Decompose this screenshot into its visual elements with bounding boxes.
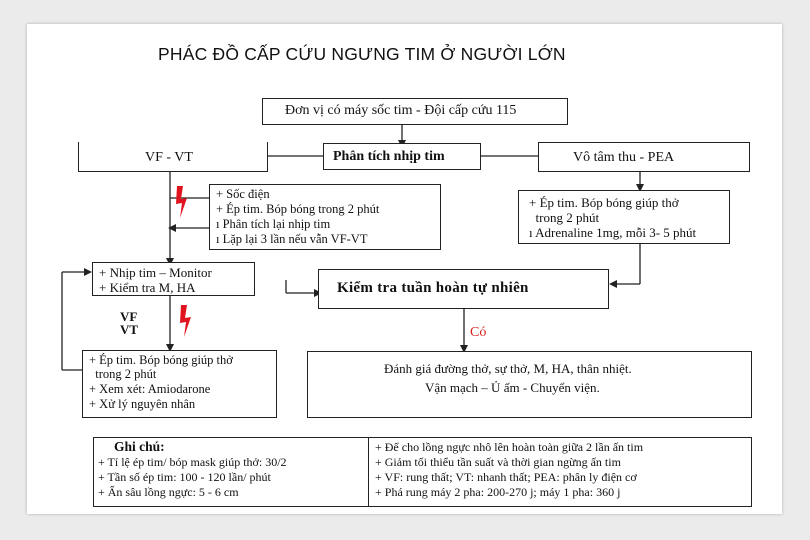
shock-line-4: ı Lặp lại 3 lần nếu vẫn VF-VT xyxy=(216,232,368,246)
page-title: PHÁC ĐỒ CẤP CỨU NGƯNG TIM Ở NGƯỜI LỚN xyxy=(158,44,566,64)
notes-title: Ghi chú: xyxy=(114,439,165,454)
evaluate-box xyxy=(307,351,752,418)
notes-right-3: + VF: rung thất; VT: nhanh thất; PEA: phân ly điện cơ xyxy=(375,470,637,484)
asystole-pea-label: Vô tâm thu - PEA xyxy=(573,150,675,165)
monitor-line-2: + Kiểm tra M, HA xyxy=(99,280,196,295)
monitor-box xyxy=(92,262,255,296)
cpr-line-3: + Xem xét: Amiodarone xyxy=(89,382,211,396)
notes-right-1: + Để cho lồng ngực nhô lên hoàn toàn giữa 2 lần ấn tim xyxy=(375,440,644,454)
shock-line-1: + Sốc điện xyxy=(216,187,270,201)
top-box-label: Đơn vị có máy sốc tim - Đội cấp cứu 115 xyxy=(285,103,517,118)
notes-left-1: + Tỉ lệ ép tim/ bóp mask giúp thở: 30/2 xyxy=(98,455,287,469)
yes-label: Có xyxy=(470,325,487,340)
notes-right-box xyxy=(368,437,752,507)
notes-left-2: + Tần số ép tim: 100 - 120 lần/ phút xyxy=(98,470,271,484)
top-box xyxy=(262,98,568,125)
shock-line-3: ı Phân tích lại nhịp tim xyxy=(216,217,331,231)
shock-line-2: + Ép tim. Bóp bóng trong 2 phút xyxy=(216,202,380,216)
monitor-line-1: + Nhịp tim – Monitor xyxy=(99,265,212,280)
pea-box xyxy=(518,190,730,244)
cpr-line-1: + Ép tim. Bóp bóng giúp thở xyxy=(89,353,233,367)
evaluate-line-1: Đánh giá đường thở, sự thở, M, HA, thân nhiệt. xyxy=(384,361,632,376)
check-circulation-label: Kiểm tra tuần hoàn tự nhiên xyxy=(337,280,529,296)
check-circulation-box xyxy=(318,269,609,309)
vf-label: VF xyxy=(120,309,138,324)
evaluate-line-2: Vận mạch – Ủ ấm - Chuyển viện. xyxy=(425,380,600,395)
shock-box xyxy=(209,184,441,250)
pea-line-2: trong 2 phút xyxy=(529,210,600,225)
notes-right-2: + Giảm tối thiểu tần suất và thời gian ngừng ấn tim xyxy=(375,455,621,469)
lightning-bolt-icon xyxy=(178,305,196,337)
asystole-pea-box xyxy=(538,142,750,172)
pea-line-1: + Ép tim. Bóp bóng giúp thở xyxy=(529,195,679,210)
notes-left-box xyxy=(93,437,369,507)
cpr-line-2: trong 2 phút xyxy=(89,367,157,381)
vt-label: VT xyxy=(120,322,139,337)
cpr-line-4: + Xử lý nguyên nhân xyxy=(89,397,196,411)
analyze-rhythm-label: Phân tích nhịp tim xyxy=(333,149,445,164)
pea-line-3: ı Adrenaline 1mg, mỗi 3- 5 phút xyxy=(529,225,697,240)
analyze-rhythm-box xyxy=(323,143,481,170)
vf-vt-box xyxy=(78,142,268,172)
lightning-bolt-icon xyxy=(174,186,192,218)
vf-vt-label: VF - VT xyxy=(145,150,193,165)
notes-right-4: + Phá rung máy 2 pha: 200-270 j; máy 1 pha: 360 j xyxy=(375,485,621,499)
cpr-box xyxy=(82,350,277,418)
notes-left-3: + Ấn sâu lồng ngực: 5 - 6 cm xyxy=(98,485,239,499)
